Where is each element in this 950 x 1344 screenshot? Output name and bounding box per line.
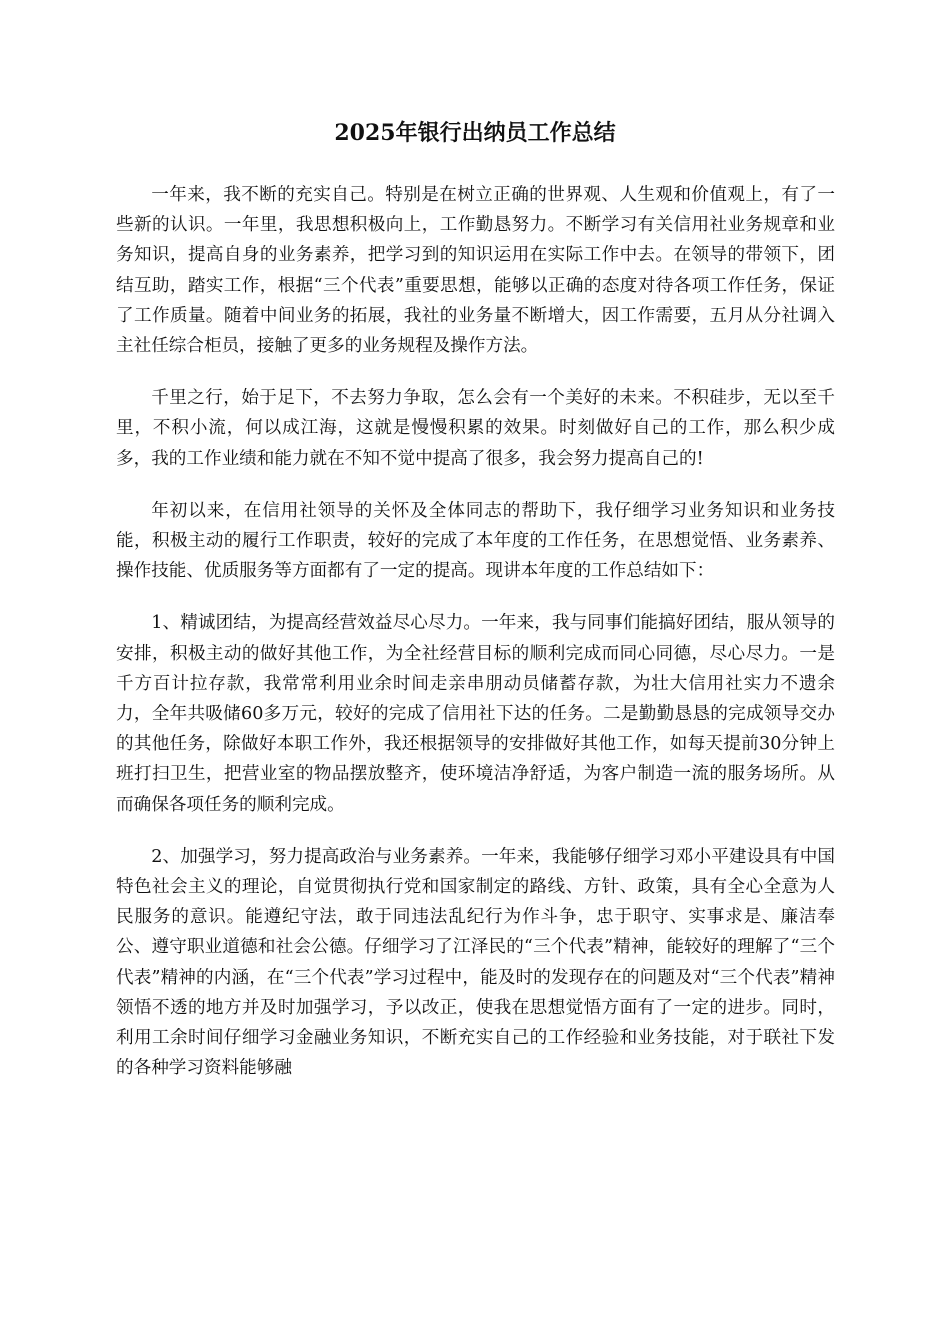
paragraph-4: 1、精诚团结，为提高经营效益尽心尽力。一年来，我与同事们能搞好团结，服从领导的安排，积极主动的做好其他工作，为全社经营目标的顺利完成而同心同德，尽心尽力。一是千方百计拉存款，我常常利用业余时间走亲串朋动员储蓄存款，为壮大信用社实力不遗余力，全年共吸储60多万元，较好的完成了信用社下达的任务。二是勤勤恳恳的完成领导交办的其他任务，除做好本职工作外，我还根据领导的安排做好其他工作，如每天提前30分钟上班打扫卫生，把营业室的物品摆放整齐，使环境洁净舒适，为客户制造一流的服务场所。从而确保各项任务的顺利完成。 [116, 613, 835, 815]
paragraph-5: 2、加强学习，努力提高政治与业务素养。一年来，我能够仔细学习邓小平建设具有中国特色社会主义的理论，自觉贯彻执行党和国家制定的路线、方针、政策，具有全心全意为人民服务的意识。能遵纪守法，敢于同违法乱纪行为作斗争，忠于职守、实事求是、廉洁奉公、遵守职业道德和社会公德。仔细学习了江泽民的“三个代表”精神，能较好的理解了“三个代表”精神的内涵，在“三个代表”学习过程中，能及时的发现存在的问题及对“三个代表”精神领悟不透的地方并及时加强学习，予以改正，使我在思想觉悟方面有了一定的进步。同时，利用工余时间仔细学习金融业务知识，不断充实自己的工作经验和业务技能，对于联社下发的各种学习资料能够融 [116, 846, 835, 1079]
document-title: 2025年银行出纳员工作总结 [334, 120, 616, 146]
paragraph-2: 千里之行，始于足下，不去努力争取，怎么会有一个美好的未来。不积硅步，无以至千里，不积小流，何以成江海，这就是慢慢积累的效果。时刻做好自己的工作，那么积少成多，我的工作业绩和能力就在不知不觉中提高了很多，我会努力提高自己的! [116, 388, 835, 469]
document-body [116, 180, 835, 1105]
paragraph-3: 年初以来，在信用社领导的关怀及全体同志的帮助下，我仔细学习业务知识和业务技能，积极主动的履行工作职责，较好的完成了本年度的工作任务，在思想觉悟、业务素养、操作技能、优质服务等方面都有了一定的提高。现讲本年度的工作总结如下： [116, 500, 835, 582]
paragraph-1: 一年来，我不断的充实自己。特别是在树立正确的世界观、人生观和价值观上，有了一些新的认识。一年里，我思想积极向上，工作勤恳努力。不断学习有关信用社业务规章和业务知识，提高自身的业务素养，把学习到的知识运用在实际工作中去。在领导的带领下，团结互助，踏实工作，根据“三个代表”重要思想，能够以正确的态度对待各项工作任务，保证了工作质量。随着中间业务的拓展，我社的业务量不断增大，因工作需要，五月从分社调入主社任综合柜员，接触了更多的业务规程及操作方法。 [116, 185, 835, 357]
